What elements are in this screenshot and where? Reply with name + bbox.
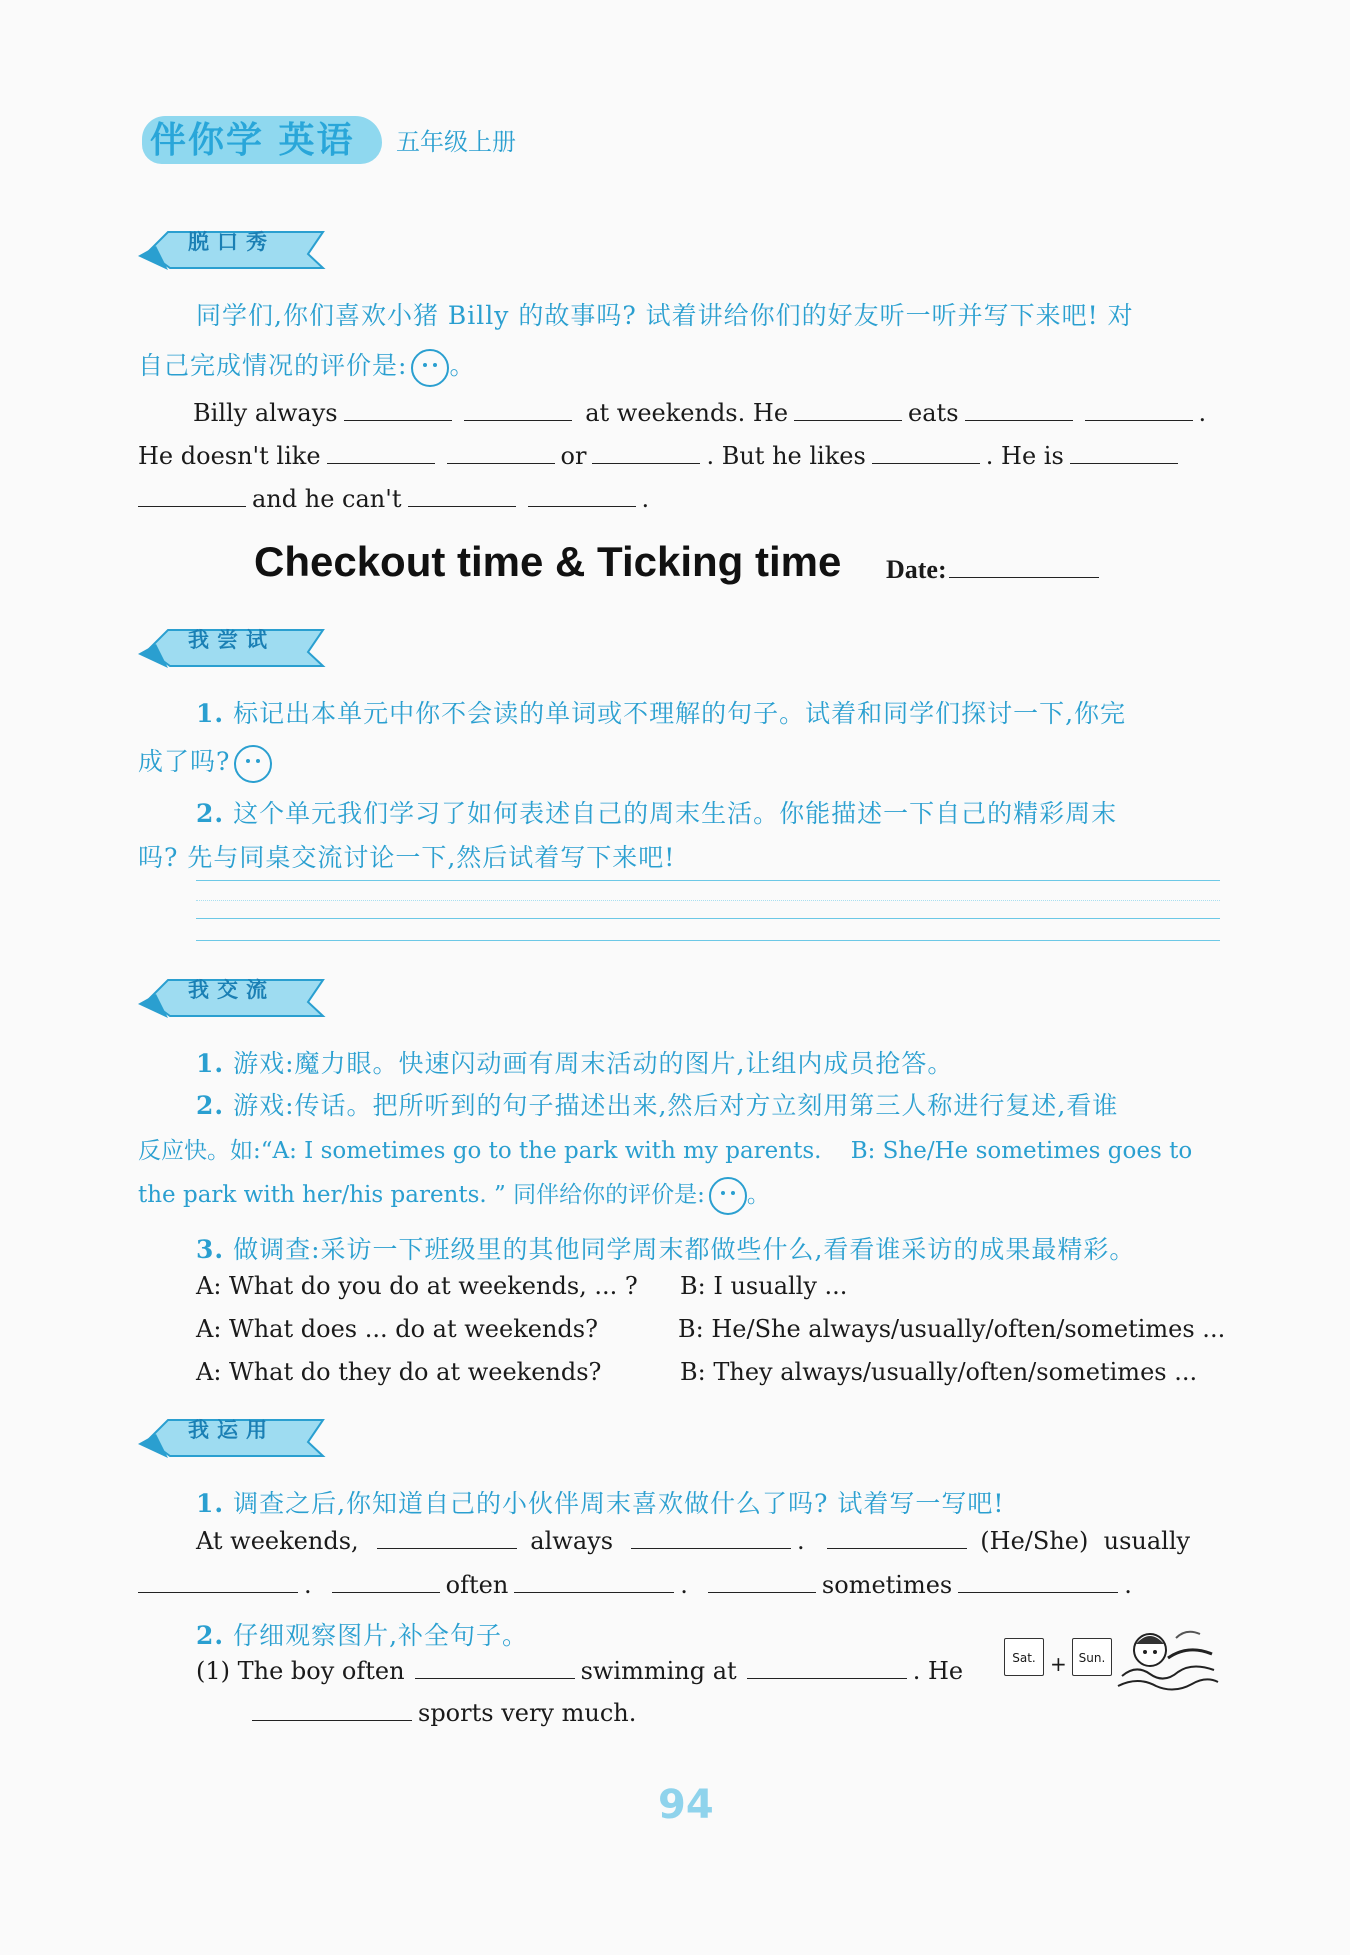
blank[interactable] [252, 1698, 412, 1721]
fill-line: He doesn't like or . But he likes . He is [138, 441, 1184, 470]
fill-line: sports very much. [252, 1698, 636, 1727]
blank[interactable] [592, 441, 700, 464]
blank[interactable] [464, 398, 572, 421]
smiley-icon [411, 349, 449, 387]
smiley-icon [709, 1177, 747, 1215]
page-number: 94 [658, 1782, 714, 1828]
instruction-line: 吗? 先与同桌交流讨论一下,然后试着写下来吧! [138, 843, 676, 872]
blank[interactable] [794, 398, 902, 421]
section-title-yunyong: 我运用 [188, 1418, 275, 1442]
blank[interactable] [514, 1570, 674, 1593]
instruction-line: 1. 标记出本单元中你不会读的单词或不理解的句子。试着和同学们探讨一下,你完 [196, 699, 1127, 728]
blank[interactable] [1070, 441, 1178, 464]
instruction-line: 反应快。如:“A: I sometimes go to the park with my parents. B: She/He sometimes goes to [138, 1138, 1193, 1164]
section-title-changshi: 我尝试 [188, 628, 275, 652]
dialogue-b: B: I usually ... [680, 1272, 848, 1300]
brand-title: 伴你学 英语 [150, 120, 355, 161]
calendar-saturday-icon: Sat. [1004, 1638, 1044, 1676]
writing-line[interactable] [196, 918, 1220, 919]
fill-line: . often . sometimes . [138, 1570, 1132, 1599]
dialogue-a: A: What does ... do at weekends? [196, 1315, 598, 1343]
fill-line: At weekends, always . (He/She) usually [196, 1527, 1191, 1555]
blank[interactable] [332, 1570, 440, 1593]
fill-line: (1) The boy often swimming at . He [196, 1657, 964, 1685]
brand-subtitle: 五年级上册 [396, 128, 516, 156]
page-title: Checkout time & Ticking time [254, 538, 842, 585]
blank[interactable] [344, 398, 452, 421]
blank[interactable] [377, 1526, 517, 1549]
fill-line: Billy always at weekends. He eats . [193, 399, 1207, 427]
dialogue-a: A: What do you do at weekends, ... ? [196, 1272, 638, 1300]
instruction-line: 自己完成情况的评价是: 。 [138, 346, 475, 387]
instruction-line: 2. 游戏:传话。把所听到的句子描述出来,然后对方立刻用第三人称进行复述,看谁 [196, 1091, 1119, 1120]
instruction-line: 2. 这个单元我们学习了如何表述自己的周末生活。你能描述一下自己的精彩周末 [196, 799, 1118, 828]
dialogue-a: A: What do they do at weekends? [196, 1358, 602, 1386]
blank[interactable] [708, 1570, 816, 1593]
plus-sign: + [1050, 1652, 1067, 1676]
instruction-line: 2. 仔细观察图片,补全句子。 [196, 1621, 529, 1650]
blank[interactable] [1085, 398, 1193, 421]
blank[interactable] [138, 484, 246, 507]
date-field: Date: [886, 555, 1105, 585]
blank[interactable] [138, 1570, 298, 1593]
section-title-tuokouxiu: 脱口秀 [188, 230, 275, 254]
date-blank[interactable] [949, 555, 1099, 578]
swimming-boy-icon [1116, 1624, 1220, 1696]
blank[interactable] [827, 1526, 967, 1549]
blank[interactable] [447, 441, 555, 464]
section-title-jiaoliu: 我交流 [188, 978, 275, 1002]
blank[interactable] [631, 1526, 791, 1549]
blank[interactable] [872, 441, 980, 464]
blank[interactable] [958, 1570, 1118, 1593]
instruction-line: 1. 游戏:魔力眼。快速闪动画有周末活动的图片,让组内成员抢答。 [196, 1049, 954, 1078]
instruction-line: the park with her/his parents. ” 同伴给你的评价是: 。 [138, 1176, 770, 1215]
writing-line-guide [196, 900, 1220, 901]
blank[interactable] [408, 484, 516, 507]
writing-line[interactable] [196, 880, 1220, 881]
blank[interactable] [747, 1656, 907, 1679]
smiley-icon [234, 745, 272, 783]
blank[interactable] [528, 484, 636, 507]
dialogue-b: B: They always/usually/often/sometimes ... [680, 1358, 1198, 1386]
instruction-line: 同学们,你们喜欢小猪 Billy 的故事吗? 试着讲给你们的好友听一听并写下来吧! 对 [196, 301, 1134, 330]
writing-line[interactable] [196, 940, 1220, 941]
calendar-sunday-icon: Sun. [1072, 1638, 1112, 1676]
dialogue-b: B: He/She always/usually/often/sometimes ... [678, 1315, 1226, 1343]
instruction-line: 1. 调查之后,你知道自己的小伙伴周末喜欢做什么了吗? 试着写一写吧! [196, 1489, 1005, 1518]
instruction-line: 成了吗? [138, 742, 272, 783]
blank[interactable] [965, 398, 1073, 421]
instruction-line: 3. 做调查:采访一下班级里的其他同学周末都做些什么,看看谁采访的成果最精彩。 [196, 1235, 1136, 1264]
blank[interactable] [327, 441, 435, 464]
blank[interactable] [415, 1656, 575, 1679]
fill-line: and he can't . [138, 484, 649, 513]
